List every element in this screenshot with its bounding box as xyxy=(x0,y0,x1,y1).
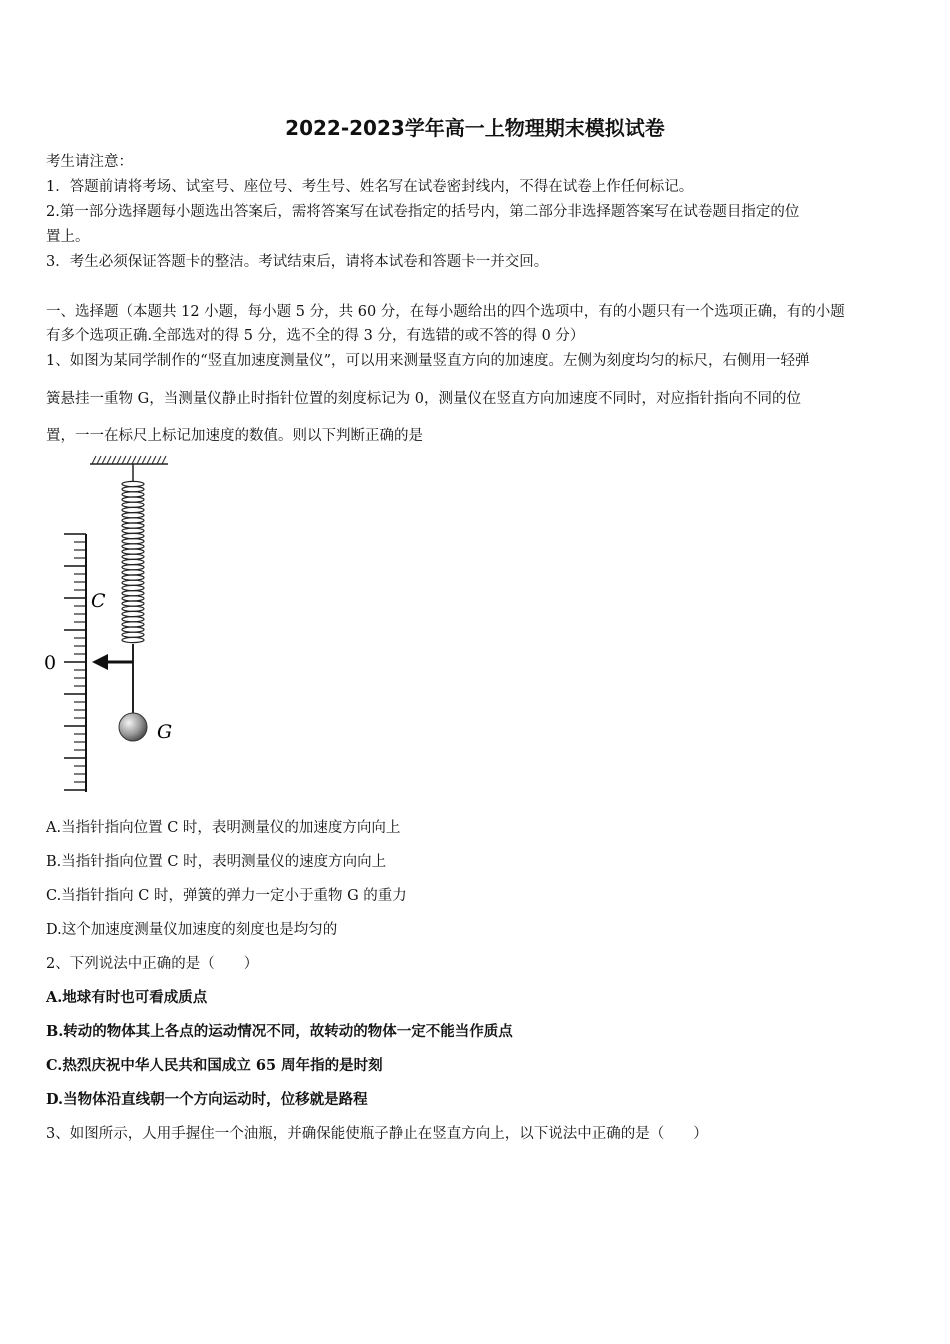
pointer-arrow xyxy=(92,654,133,670)
q2-option-d: D.当物体沿直线朝一个方向运动时，位移就是路程 xyxy=(46,1091,368,1108)
section-heading-line2: 有多个选项正确.全部选对的得 5 分，选不全的得 3 分，有选错的或不答的得 0 分） xyxy=(46,328,585,344)
notice-item-3: 3．考生必须保证答题卡的整洁。考试结束后，请将本试卷和答题卡一并交回。 xyxy=(46,254,549,270)
notice-item-1: 1．答题前请将考场、试室号、座位号、考生号、姓名写在试卷密封线内，不得在试卷上作任何标记。 xyxy=(46,179,694,195)
page-title: 2022-2023学年高一上物理期末模拟试卷 xyxy=(285,116,665,140)
q1-option-a: A.当指针指向位置 C 时，表明测量仪的加速度方向向上 xyxy=(46,820,401,836)
q2-option-b: B.转动的物体其上各点的运动情况不同，故转动的物体一定不能当作质点 xyxy=(46,1023,513,1040)
q2-stem: 2、下列说法中正确的是（ ） xyxy=(46,956,259,972)
q1-stem-line2: 簧悬挂一重物 G，当测量仪静止时指针位置的刻度标记为 0，测量仪在竖直方向加速度不同时，对应指针指向不同的位 xyxy=(46,391,802,407)
ceiling-hatch xyxy=(90,456,168,464)
q1-option-b: B.当指针指向位置 C 时，表明测量仪的速度方向向上 xyxy=(46,854,387,870)
spring xyxy=(122,464,144,643)
section-heading-line1: 一、选择题（本题共 12 小题，每小题 5 分，共 60 分，在每小题给出的四个选项中，有的小题只有一个选项正确，有的小题 xyxy=(46,304,845,320)
q1-stem-line3: 置，一一在标尺上标记加速度的数值。则以下判断正确的是 xyxy=(46,428,423,444)
notice-heading: 考生请注意： xyxy=(46,154,133,170)
label-g: G xyxy=(157,721,173,743)
label-zero: 0 xyxy=(44,652,57,674)
q1-option-c: C.当指针指向 C 时，弹簧的弹力一定小于重物 G 的重力 xyxy=(46,888,407,904)
accelerometer-diagram xyxy=(40,452,200,797)
label-c: C xyxy=(91,590,106,612)
notice-item-2: 2.第一部分选择题每小题选出答案后，需将答案写在试卷指定的括号内，第二部分非选择题答案写在试卷题目指定的位 xyxy=(46,204,800,220)
q1-option-d: D.这个加速度测量仪加速度的刻度也是均匀的 xyxy=(46,922,338,938)
notice-item-2-cont: 置上。 xyxy=(46,229,90,245)
q3-stem: 3、如图所示，人用手握住一个油瓶，并确保能使瓶子静止在竖直方向上，以下说法中正确的是（ ） xyxy=(46,1126,708,1142)
accelerometer-figure xyxy=(40,452,200,797)
weight-ball xyxy=(119,713,147,741)
q1-stem-line1: 1、如图为某同学制作的“竖直加速度测量仪”，可以用来测量竖直方向的加速度。左侧为刻度均匀的标尺，右侧用一轻弹 xyxy=(46,353,810,369)
q2-option-c: C.热烈庆祝中华人民共和国成立 65 周年指的是时刻 xyxy=(46,1057,383,1074)
q2-option-a: A.地球有时也可看成质点 xyxy=(46,989,208,1006)
scale-ruler xyxy=(64,534,86,792)
